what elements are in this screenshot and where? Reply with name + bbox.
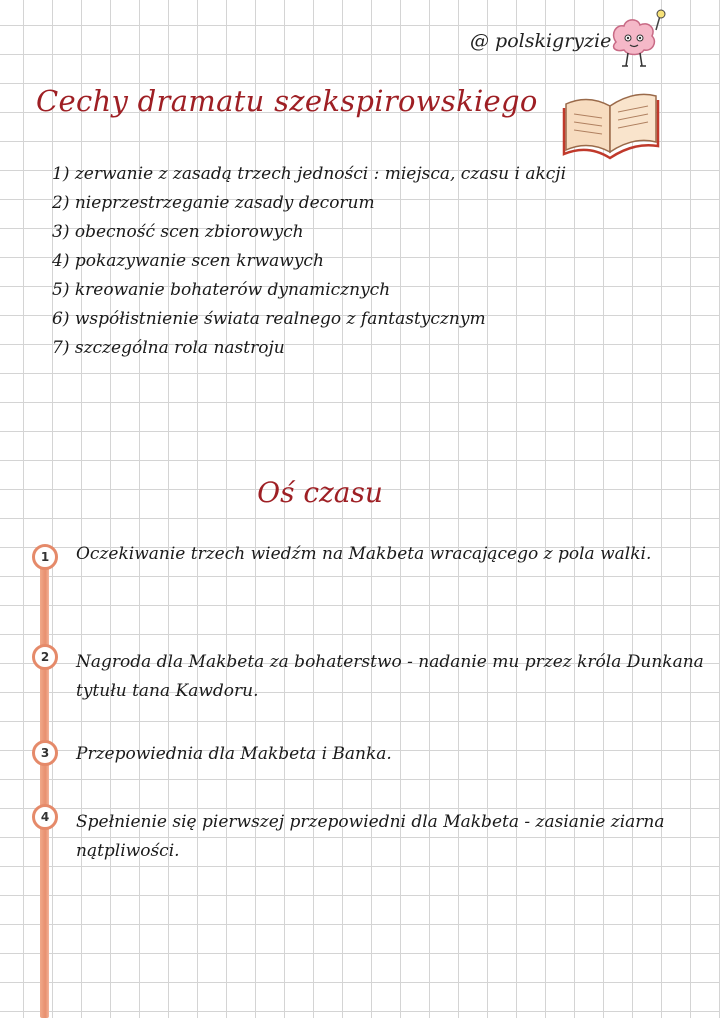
timeline-marker: 4 — [32, 804, 58, 830]
page-title: Cechy dramatu szekspirowskiego — [36, 84, 538, 118]
features-list — [52, 160, 652, 363]
timeline-event-text: Przepowiednia dla Makbeta i Banka. — [76, 744, 392, 764]
author-handle: @ polskigryzie — [470, 30, 612, 52]
timeline-title: Oś czasu — [257, 476, 383, 509]
list-item: 1) zerwanie z zasadą trzech jedności : miejsca, czasu i akcji — [52, 164, 567, 184]
timeline-event-text: Nagroda dla Makbeta za bohaterstwo - nadanie mu przez króla Dunkana tytułu tana Kawdoru. — [76, 652, 704, 701]
list-item: 7) szczególna rola nastroju — [52, 338, 285, 358]
list-item: 5) kreowanie bohaterów dynamicznych — [52, 280, 391, 300]
timeline-bar — [40, 548, 49, 1018]
brain-mascot-icon — [606, 8, 666, 72]
list-item: 6) współistnienie świata realnego z fantastycznym — [52, 309, 486, 329]
timeline-marker: 3 — [32, 740, 58, 766]
list-item: 3) obecność scen zbiorowych — [52, 222, 304, 242]
timeline-marker: 1 — [32, 544, 58, 570]
open-book-icon — [560, 82, 662, 164]
timeline-marker: 2 — [32, 644, 58, 670]
timeline-event-text: Spełnienie się pierwszej przepowiedni dla Makbeta - zasianie ziarna nątpliwości. — [76, 812, 665, 861]
list-item: 2) nieprzestrzeganie zasady decorum — [52, 193, 375, 213]
timeline-event-text: Oczekiwanie trzech wiedźm na Makbeta wracającego z pola walki. — [76, 544, 652, 564]
list-item: 4) pokazywanie scen krwawych — [52, 251, 324, 271]
